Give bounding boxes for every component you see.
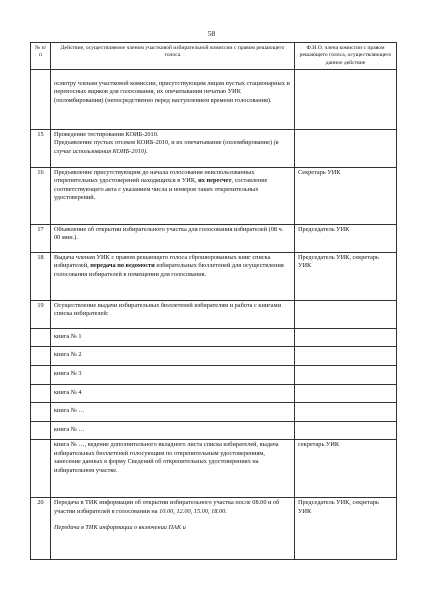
book-label: книга № 4: [51, 384, 295, 403]
row-action: [51, 498, 295, 560]
row-action-line: Проведение тестирования КОИБ-2010.: [54, 130, 159, 138]
page-number: 58: [207, 29, 216, 38]
row-person: Председатель УИК, секретарь УИК: [295, 498, 397, 560]
row-number: [31, 328, 51, 347]
book-label: книга № 2: [51, 347, 295, 366]
row-action-bold: их пересчет: [198, 177, 232, 185]
row-number: 19: [31, 300, 51, 328]
row-person: [295, 384, 397, 403]
book-label: книга № 3: [51, 365, 295, 384]
row-action: Предъявление присутствующим до начала голосования неиспользованных открепительных удостоверений находящихся в УИК, их пересчет, составление соответствующего акта с указанием числа и номеров таких открепительных удостоверений.: [51, 167, 295, 224]
row-number: 17: [31, 224, 51, 252]
row-action: [51, 129, 295, 167]
table-row-14: [31, 69, 397, 129]
book-row: [31, 403, 397, 422]
header-action: Действие, осуществляемое членом участковой избирательной комиссии с правом решающего голоса: [51, 43, 295, 70]
row-number: [31, 384, 51, 403]
row-number: 18: [31, 252, 51, 300]
row-person: [295, 69, 397, 129]
table-row-17: [31, 224, 397, 252]
table-row-18: [31, 252, 397, 300]
table-row-15: [31, 129, 397, 167]
book-row: [31, 328, 397, 347]
book-row: [31, 384, 397, 403]
row-person: [295, 328, 397, 347]
header-num: № п/п: [31, 43, 51, 70]
row-number: 16: [31, 167, 51, 224]
table-row-16: [31, 167, 397, 224]
row-number: [31, 347, 51, 366]
procedure-table: [30, 42, 397, 560]
row-person: [295, 347, 397, 366]
row-number: [31, 403, 51, 422]
book-label: книга № …: [51, 421, 295, 440]
row-action-line: Передача в ТИК информации об открытии избирательного участка после 08.00 и об участии избирателей в голосовании на 10.00, 12.00, 15.00, 18.00.: [54, 499, 280, 515]
book-label: книга № …: [51, 403, 295, 422]
row-person: [295, 365, 397, 384]
row-action-line: Предъявление пустых отсеков КОИБ-2010, и их опечатывание (опломбирование) (в случае использования КОИБ-2010).: [54, 139, 279, 155]
row-person: [295, 129, 397, 167]
book-label: книга № 1: [51, 328, 295, 347]
table-header-row: [31, 43, 397, 70]
row-person: Секретарь УИК: [295, 167, 397, 224]
row-action-italic: 10.00, 12.00, 15.00, 18.00.: [159, 507, 227, 515]
header-person: Ф.И.О. члена комиссии с правом решающего голоса, осуществляющего данное действие: [295, 43, 397, 70]
row-number: [31, 365, 51, 384]
row-number: 15: [31, 129, 51, 167]
row-action-continued: Передача в ТИК информации о включении ПАК и: [54, 524, 186, 532]
row-person: секретарь УИК: [295, 440, 397, 498]
book-row: [31, 421, 397, 440]
row-person: [295, 421, 397, 440]
row-action: книга № …, ведение дополнительного вкладного листа списка избирателей, выдача избирательных бюллетеней голосующим по открепительным удостоверениям, занесение данных в форму Сведений об открепительных удостоверениях на избирательном участке.: [51, 440, 295, 498]
row-person: Председатель УИК, секретарь УИК: [295, 252, 397, 300]
row-action: Объявление об открытии избирательного участка для голосования избирателей (08 ч. 00 мин.).: [51, 224, 295, 252]
row-action-italic: (в случае использования КОИБ-2010): [54, 139, 279, 155]
row-number: [31, 421, 51, 440]
row-action: Осуществление выдачи избирательных бюллетеней избирателям и работа с книгами списка избирателей:: [51, 300, 295, 328]
table-row-19: [31, 300, 397, 328]
row-action-bold: передача по ведомости: [90, 262, 155, 270]
book-row: [31, 347, 397, 366]
row-action: осмотру членам участковой комиссии, присутствующим лицам пустых стационарных и переносных ящиков для голосования, их опечатывании печатью УИК (опломбировании) (непосредственно перед наступлением времени голосования).: [51, 69, 295, 129]
row-number: [31, 440, 51, 498]
row-person: [295, 403, 397, 422]
book-row: [31, 365, 397, 384]
table-row-20: [31, 498, 397, 560]
row-number: 20: [31, 498, 51, 560]
row-number: [31, 69, 51, 129]
table-row-19-extra: [31, 440, 397, 498]
row-person: [295, 300, 397, 328]
row-person: Председатель УИК: [295, 224, 397, 252]
row-action: Выдача членам УИК с правом решающего голоса сброшюрованных книг списка избирателей, передача по ведомости избирательных бюллетеней для осуществления голосования избирателей в помещении для голосования.: [51, 252, 295, 300]
